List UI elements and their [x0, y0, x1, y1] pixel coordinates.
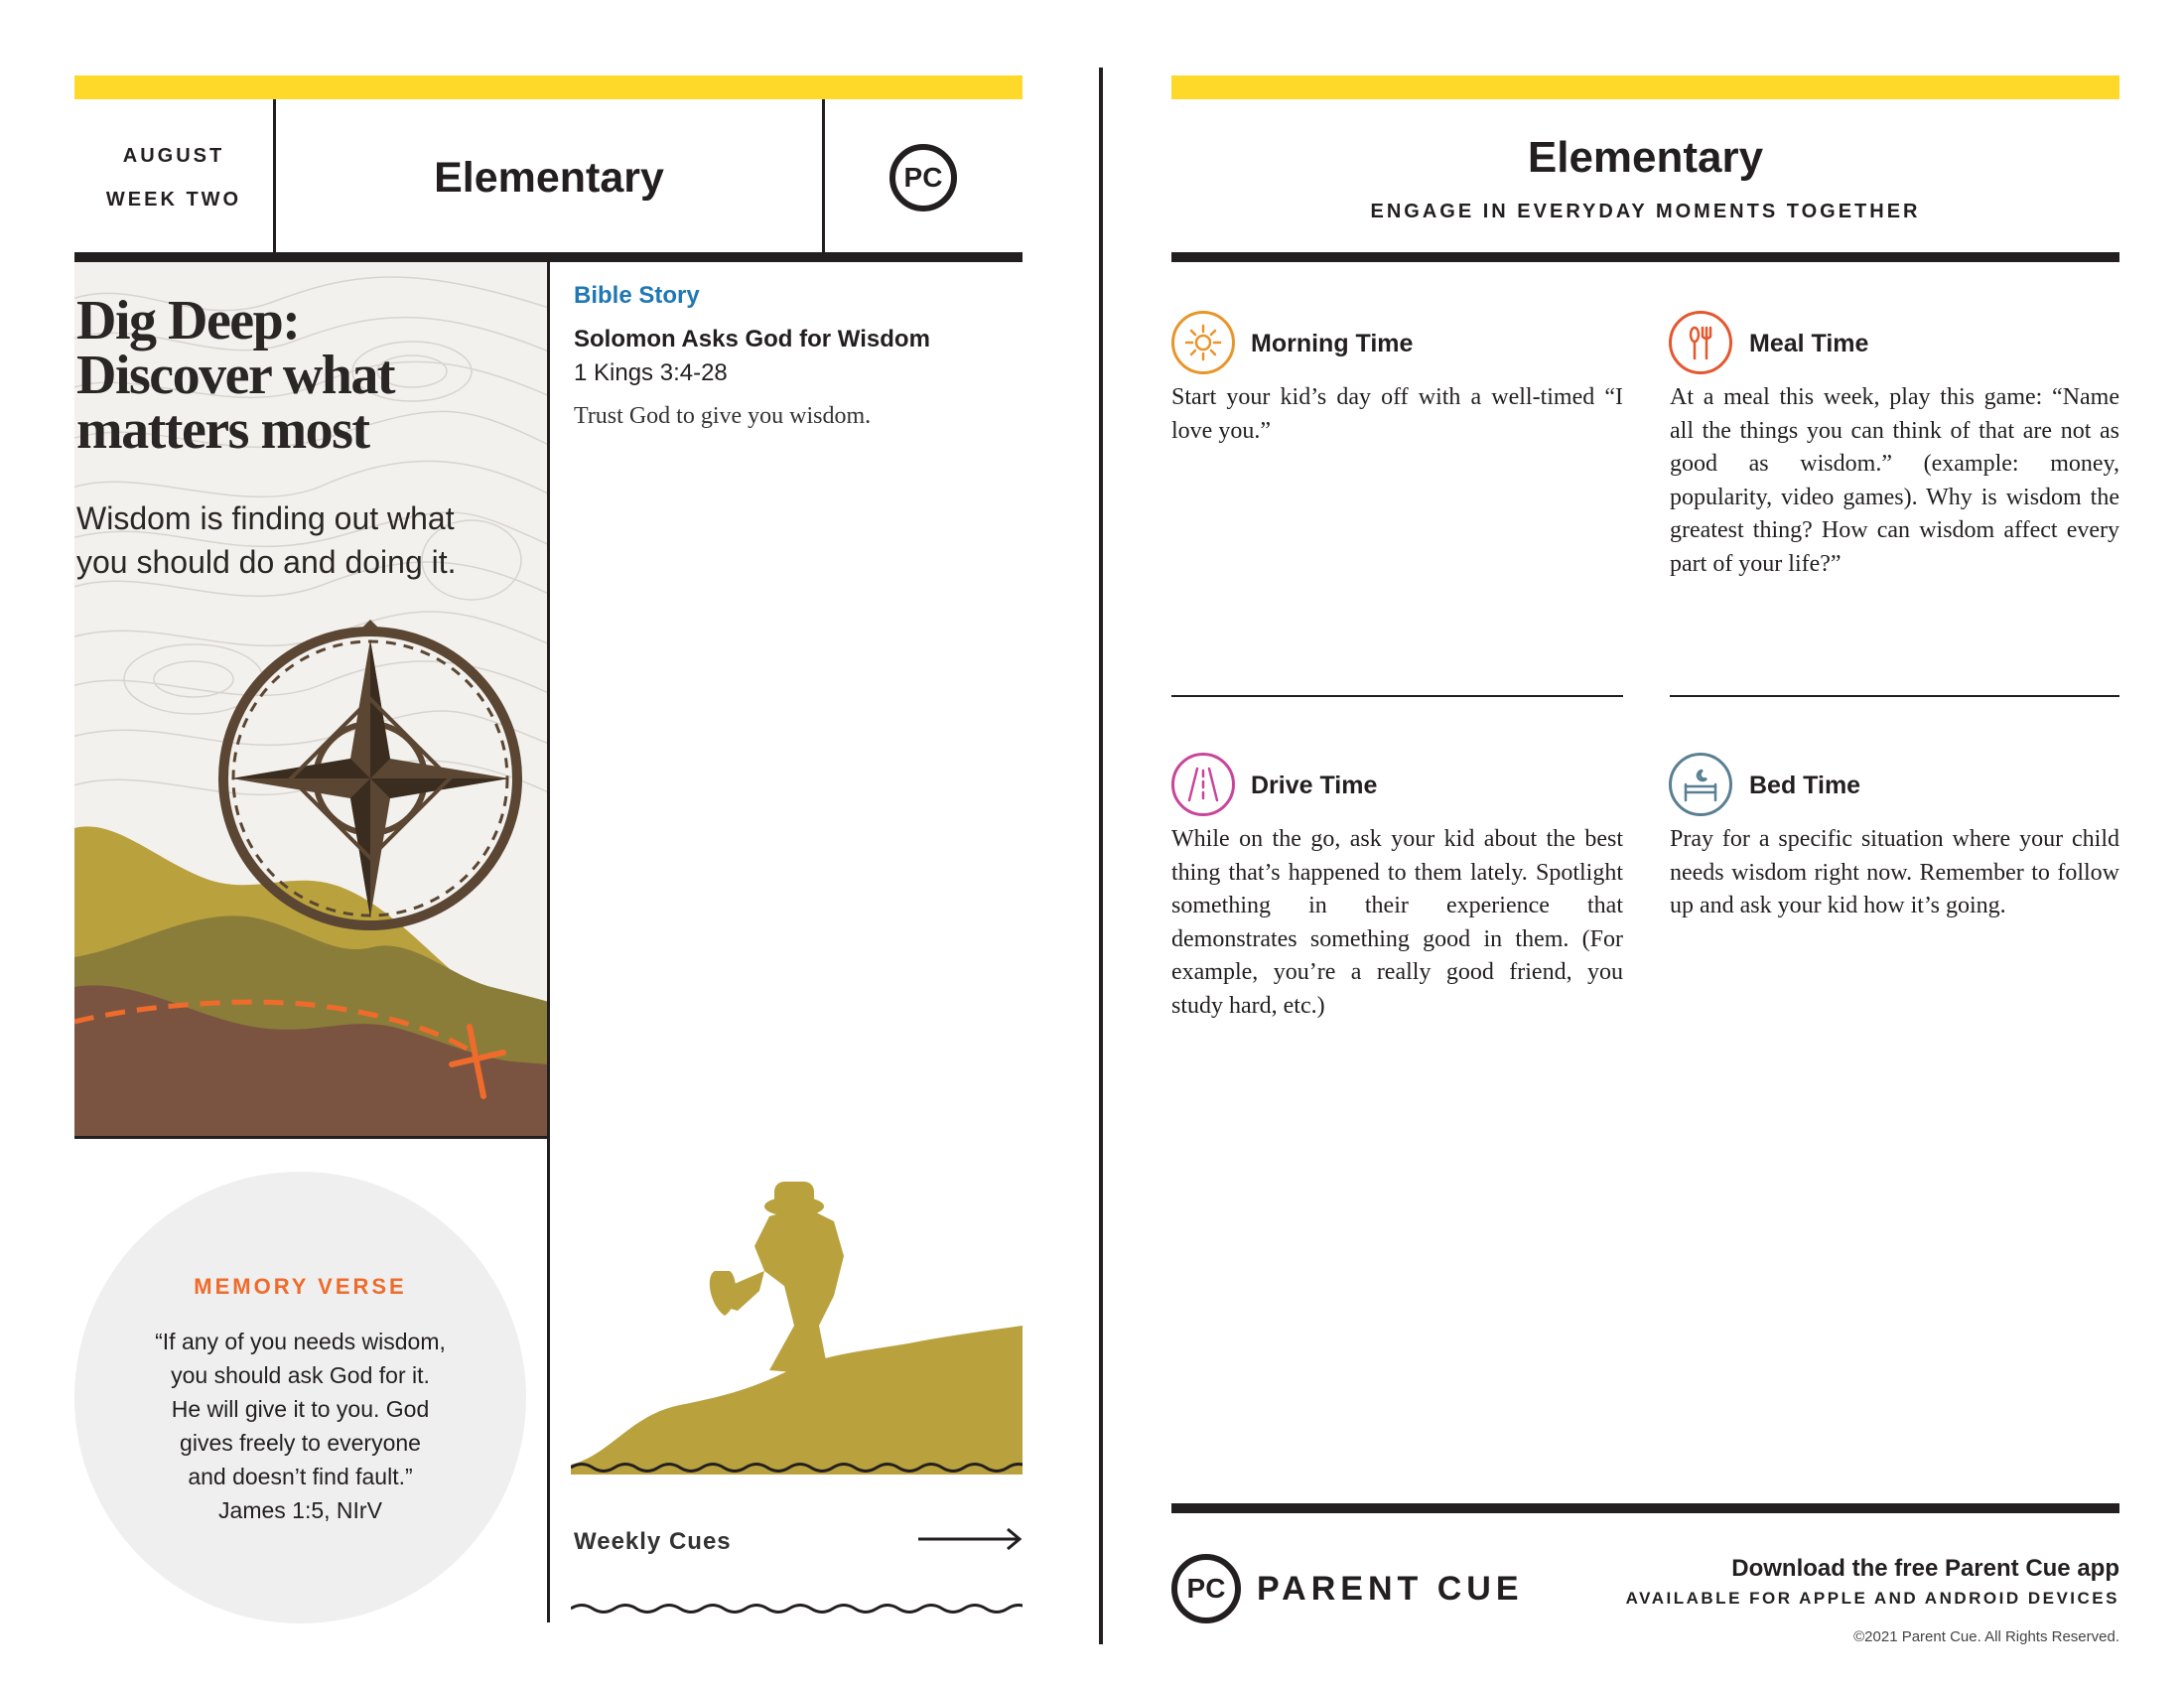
- header-title: Elementary: [434, 154, 664, 202]
- road-icon: [1171, 753, 1235, 816]
- moment-divider: [1171, 695, 1623, 697]
- column-divider: [547, 262, 550, 1622]
- bed-icon-glyph: [1681, 765, 1720, 804]
- wavy-divider: [571, 1602, 1023, 1616]
- drive-time-text: While on the go, ask your kid about the best thing that’s happened to them lately. Spotlight something in their experience that demonstrates something good in them. (For example, you’re a really good friend, you study hard, etc.): [1171, 826, 1623, 1019]
- bible-story-takeaway: Trust God to give you wisdom.: [574, 403, 872, 429]
- hero-bottom-rule: [74, 1136, 549, 1139]
- header-month: AUGUST: [122, 145, 225, 167]
- footer-download-cta[interactable]: Download the free Parent Cue app: [1731, 1555, 2119, 1582]
- morning-time-title: Morning Time: [1251, 330, 1414, 357]
- memory-verse-label: MEMORY VERSE: [194, 1274, 407, 1299]
- moment-divider: [1670, 695, 2119, 697]
- road-icon-glyph: [1183, 765, 1223, 804]
- page-fold-divider: [1099, 68, 1103, 1644]
- bed-icon: [1669, 753, 1732, 816]
- utensils-icon: [1669, 311, 1732, 374]
- header-bottom-rule: [74, 252, 1023, 262]
- header-week: WEEK TWO: [105, 189, 242, 211]
- bed-time-text: Pray for a specific situation where your child needs wisdom right now. Remember to follow up and ask your kid how it’s going.: [1670, 826, 2119, 918]
- hero-title: Dig Deep: Discover what matters most: [76, 290, 395, 461]
- memory-verse-reference: James 1:5, NIrV: [218, 1497, 382, 1523]
- hero-subtitle: Wisdom is finding out what you should do and doing it.: [76, 500, 457, 580]
- compass-icon: [211, 620, 529, 937]
- sun-icon-glyph: [1183, 323, 1223, 362]
- meal-time-text: At a meal this week, play this game: “Name all the things you can think of that are not as good as wisdom.” (example: money, popularity, video games). Why is wisdom the greatest thing? How can wisdom affect every part of your life?”: [1670, 384, 2119, 577]
- bible-story-title: Solomon Asks God for Wisdom: [574, 326, 930, 352]
- parent-cue-logo-icon: PC: [1171, 1554, 1241, 1623]
- footer-brand: PARENT CUE: [1257, 1570, 1524, 1608]
- header-divider: [822, 99, 825, 253]
- bible-story-label: Bible Story: [574, 282, 700, 309]
- right-header-subtitle: ENGAGE IN EVERYDAY MOMENTS TOGETHER: [1370, 201, 1921, 222]
- arrow-right-icon[interactable]: [918, 1527, 1024, 1551]
- footer-rule: [1171, 1503, 2119, 1513]
- wavy-divider: [571, 1461, 1023, 1475]
- explorer-illustration: [571, 1177, 1023, 1475]
- memory-verse-text: “If any of you needs wisdom, you should ask God for it. He will give it to you. God gives freely to everyone and doesn’t find fault.” James 1:5, NIrV: [74, 1325, 526, 1527]
- utensils-icon-glyph: [1681, 323, 1720, 362]
- parent-cue-logo-icon: PC: [889, 144, 957, 211]
- footer-copyright: ©2021 Parent Cue. All Rights Reserved.: [1853, 1628, 2119, 1645]
- header-date-box: [74, 99, 273, 253]
- right-top-yellow-bar: [1171, 75, 2119, 99]
- meal-time-title: Meal Time: [1749, 330, 1869, 357]
- right-header-title: Elementary: [1527, 133, 1764, 182]
- morning-time-text: Start your kid’s day off with a well-timed “I love you.”: [1171, 384, 1623, 444]
- bible-story-reference: 1 Kings 3:4-28: [574, 359, 728, 386]
- left-top-yellow-bar: [74, 75, 1023, 99]
- weekly-cues-link[interactable]: Weekly Cues: [574, 1528, 732, 1555]
- right-header-rule: [1171, 252, 2119, 262]
- bed-time-title: Bed Time: [1749, 772, 1861, 799]
- bible-story: [574, 282, 1011, 430]
- footer-availability: AVAILABLE FOR APPLE AND ANDROID DEVICES: [1625, 1589, 2119, 1608]
- hero-panel: [74, 262, 549, 1138]
- sun-icon: [1171, 311, 1235, 374]
- drive-time-title: Drive Time: [1251, 772, 1378, 799]
